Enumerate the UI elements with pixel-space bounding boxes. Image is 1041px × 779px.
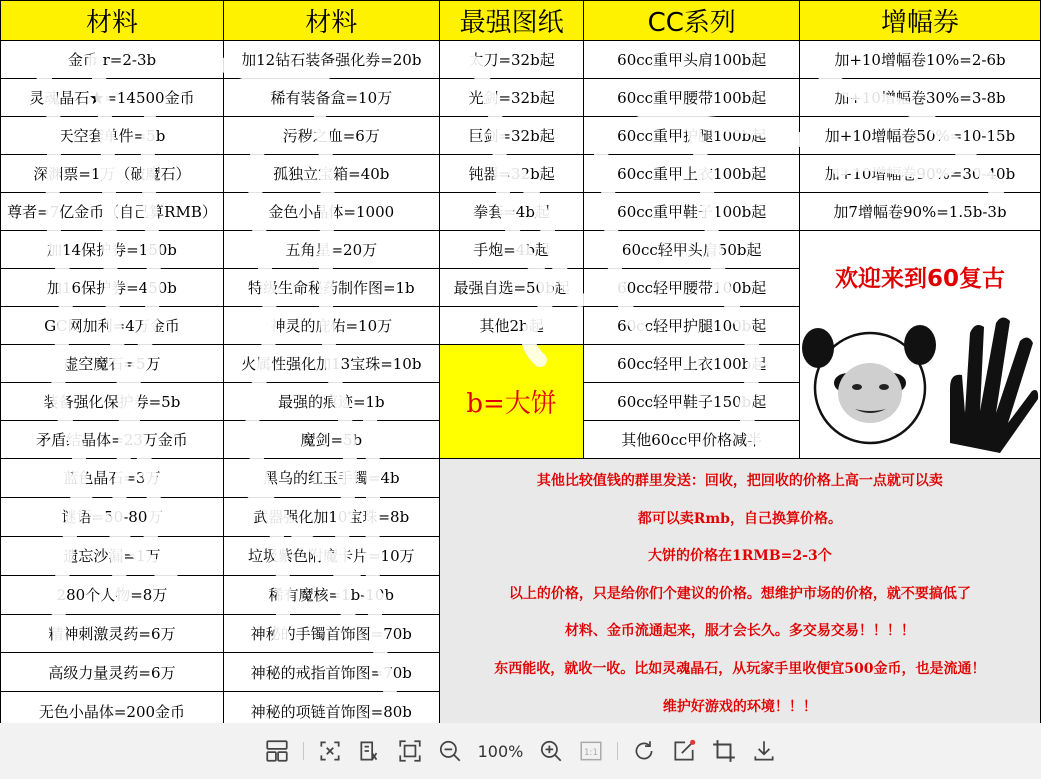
- table-cell: 五角星=20万: [223, 231, 439, 269]
- crop-button[interactable]: [707, 734, 741, 768]
- table-row: [1, 459, 1041, 498]
- table-cell: 稀有魔核=1b-10b: [223, 575, 439, 614]
- note-line: 大饼的价格在1RMB=2-3个: [647, 548, 832, 565]
- table-cell: 加+10增幅卷90%=30-40b: [799, 155, 1040, 193]
- table-cell: 魔剑=5b: [223, 421, 439, 459]
- table-row: [1, 155, 1041, 193]
- table-cell: 遗忘沙漏=1万: [1, 536, 224, 575]
- zoom-level: 100%: [477, 741, 524, 761]
- table-cell: 谜语=50-80万: [1, 497, 224, 536]
- zoom-out-icon: [437, 738, 463, 764]
- layout-button[interactable]: [260, 734, 294, 768]
- table-cell: 60cc轻甲头肩50b起: [584, 231, 800, 269]
- toolbar-separator: [303, 742, 304, 760]
- table-cell: 60cc重甲腰带100b起: [584, 79, 800, 117]
- note-line: 以上的价格，只是给你们个建议的价格。想维护市场的价格，就不要搞低了: [508, 585, 971, 602]
- table-cell: 神秘的手镯首饰图=70b: [223, 614, 439, 653]
- table-cell: 60cc重甲上衣100b起: [584, 155, 800, 193]
- table-cell: 尊者=7亿金币（自己算RMB）: [1, 193, 224, 231]
- table-cell: 蓝色晶石=3万: [1, 459, 224, 498]
- header-cell: 材料: [223, 1, 439, 41]
- table-cell: 加+10增幅卷30%=3-8b: [799, 79, 1040, 117]
- table-cell: 黑乌的红玉手镯=4b: [223, 459, 439, 498]
- note-line: 东西能收，就收一收。比如灵魂晶石，从玩家手里收便宜500金币，也是流通！: [494, 660, 986, 677]
- table-cell: 光剑=32b起: [439, 79, 584, 117]
- table-cell: 拳套=4b起: [439, 193, 584, 231]
- table-cell: 孤独立宝箱=40b: [223, 155, 439, 193]
- table-cell: 神秘的戒指首饰图=70b: [223, 653, 439, 692]
- table-cell: 神灵的庇佑=10万: [223, 307, 439, 345]
- header-cell: 增幅券: [799, 1, 1040, 41]
- edit-button[interactable]: [667, 734, 701, 768]
- table-cell: 60cc轻甲护腿100b起: [584, 307, 800, 345]
- crop-icon: [711, 738, 737, 764]
- table-cell: 金色小晶体=1000: [223, 193, 439, 231]
- table-row: [1, 231, 1041, 269]
- table-cell: 稀有装备盒=10万: [223, 79, 439, 117]
- note-line: 都可以卖Rmb，自己换算价格。: [637, 510, 842, 527]
- actual-size-icon: [578, 738, 604, 764]
- meme-caption: 欢迎来到60复古: [834, 266, 1005, 292]
- layout-icon: [264, 738, 290, 764]
- table-cell: 加12钻石装备强化券=20b: [223, 41, 439, 79]
- table-cell: 60cc重甲鞋子100b起: [584, 193, 800, 231]
- download-button[interactable]: [747, 734, 781, 768]
- rotate-icon: [631, 738, 657, 764]
- note-line: 材料、金币流通起来，服才会长久。多交易交易！！！！: [564, 623, 915, 640]
- table-cell: 深渊票=1万（破魔石）: [1, 155, 224, 193]
- toolbar-separator: [617, 742, 618, 760]
- note-line: 维护好游戏的环境！！！: [662, 698, 817, 715]
- table-cell: 污秽之血=6万: [223, 117, 439, 155]
- fullscreen-icon: [397, 738, 423, 764]
- zoom-in-icon: [538, 738, 564, 764]
- ocr-button[interactable]: [353, 734, 387, 768]
- actual-size-button[interactable]: [574, 734, 608, 768]
- table-cell: 加+10增幅卷10%=2-6b: [799, 41, 1040, 79]
- table-cell: 矛盾结晶体=23万金币: [1, 421, 224, 459]
- edit-icon: [671, 738, 697, 764]
- note-line: 其他比较值钱的群里发送：回收，把回收的价格上高一点就可以卖: [536, 473, 943, 489]
- table-cell: 加7增幅卷90%=1.5b-3b: [799, 193, 1040, 231]
- table-cell: 天空套单件=5b: [1, 117, 224, 155]
- table-cell: 装备强化保护券=5b: [1, 383, 224, 421]
- notes-panel: [439, 459, 1040, 731]
- table-cell: 加16保护券=450b: [1, 269, 224, 307]
- svg-text:1:1: 1:1: [584, 747, 599, 758]
- table-cell: GC网加利=4万金币: [1, 307, 224, 345]
- table-row: [1, 79, 1041, 117]
- table-row: [1, 41, 1041, 79]
- table-cell: 手炮=4b起: [439, 231, 584, 269]
- table-cell: 加14保护券=150b: [1, 231, 224, 269]
- table-cell: 其他60cc甲价格减半: [584, 421, 800, 459]
- header-row: [1, 1, 1041, 41]
- panda-meme-illustration: [800, 293, 1039, 453]
- table-row: [1, 193, 1041, 231]
- fit-icon: [317, 738, 343, 764]
- table-cell: 特级生命秘药制作图=1b: [223, 269, 439, 307]
- table-cell: 钝器=32b起: [439, 155, 584, 193]
- zoom-in-button[interactable]: [534, 734, 568, 768]
- table-cell: 太刀=32b起: [439, 41, 584, 79]
- header-cell: 材料: [1, 1, 224, 41]
- viewer-toolbar: [0, 723, 1041, 779]
- fit-button[interactable]: [313, 734, 347, 768]
- header-cell: 最强图纸: [439, 1, 584, 41]
- table-cell: 神秘的项链首饰图=80b: [223, 692, 439, 731]
- download-icon: [751, 738, 777, 764]
- rotate-button[interactable]: [627, 734, 661, 768]
- b-definition: b=大饼: [439, 345, 584, 459]
- table-cell: 精神刺激灵药=6万: [1, 614, 224, 653]
- table-cell: 最强自选=50b起: [439, 269, 584, 307]
- table-cell: 火属性强化加13宝珠=10b: [223, 345, 439, 383]
- table-cell: 其他2b起: [439, 307, 584, 345]
- meme-image: [799, 231, 1040, 459]
- ocr-icon: [357, 738, 383, 764]
- zoom-out-button[interactable]: [433, 734, 467, 768]
- table-cell: 280个人物=8万: [1, 575, 224, 614]
- table-cell: 虚空魔石=5万: [1, 345, 224, 383]
- table-cell: 金币 r=2-3b: [1, 41, 224, 79]
- table-cell: 武器强化加10宝珠=8b: [223, 497, 439, 536]
- table-cell: 60cc轻甲鞋子150b起: [584, 383, 800, 421]
- table-cell: 无色小晶体=200金币: [1, 692, 224, 731]
- table-cell: 60cc重甲护腿100b起: [584, 117, 800, 155]
- table-cell: 高级力量灵药=6万: [1, 653, 224, 692]
- table-cell: 60cc轻甲上衣100b起: [584, 345, 800, 383]
- table-cell: 60cc轻甲腰带100b起: [584, 269, 800, 307]
- table-cell: 最强的痕迹=1b: [223, 383, 439, 421]
- table-row: [1, 117, 1041, 155]
- table-cell: 巨剑=32b起: [439, 117, 584, 155]
- table-cell: 60cc重甲头肩100b起: [584, 41, 800, 79]
- fullscreen-button[interactable]: [393, 734, 427, 768]
- table-cell: 垃圾紫色附魔卡片=10万: [223, 536, 439, 575]
- header-cell: CC系列: [584, 1, 800, 41]
- table-cell: 灵魂晶石★=14500金币: [1, 79, 224, 117]
- table-cell: 加+10增幅卷50%=10-15b: [799, 117, 1040, 155]
